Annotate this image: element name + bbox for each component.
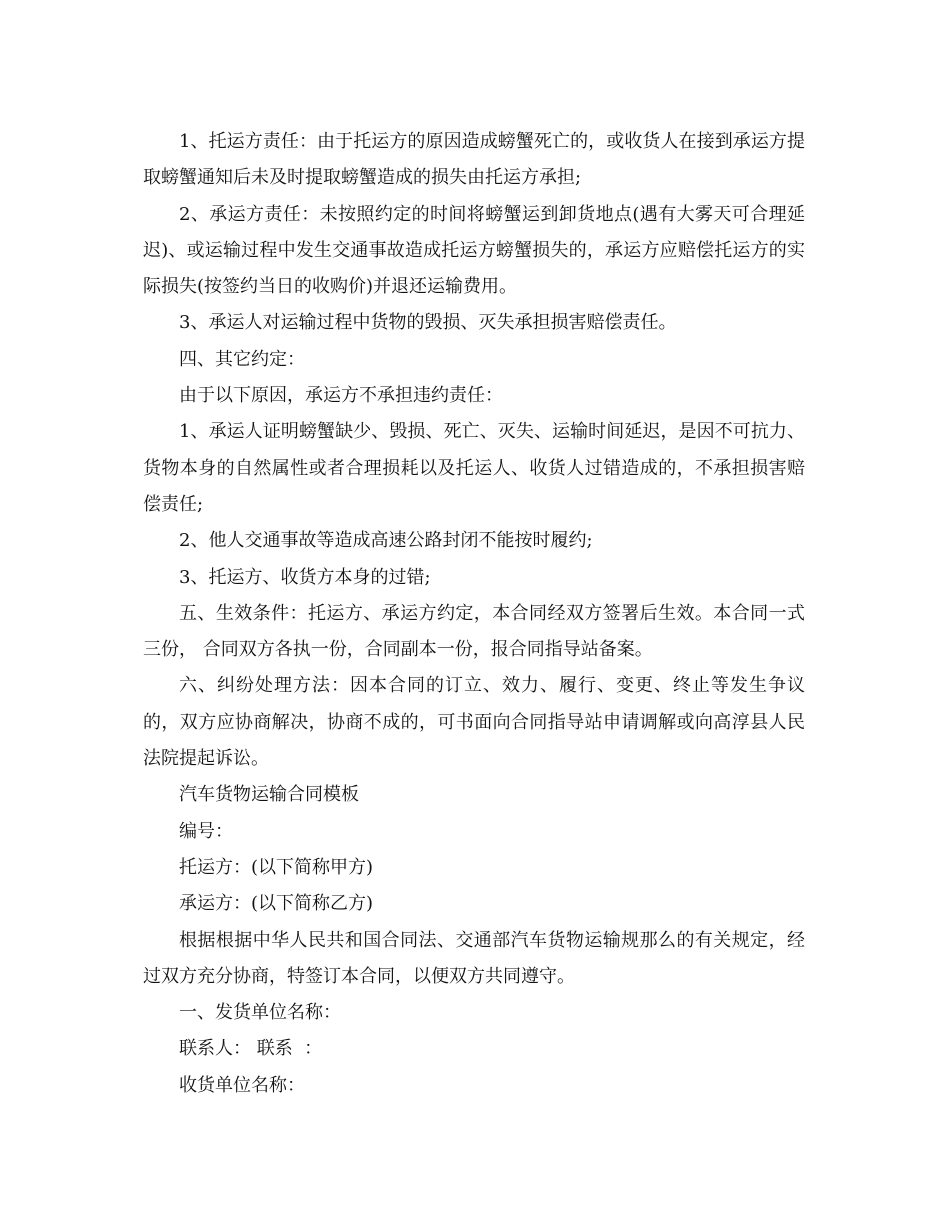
carrier-party-line: 承运方：(以下简称乙方) — [179, 893, 374, 915]
paragraph-legal-basis: 根据根据中华人民共和国合同法、交通部汽车货物运输规那么的有关规定，经过双方充分协商，特签订本合同，以便双方共同遵守。 — [143, 929, 805, 987]
receiver-unit-name-line: 收货单位名称： — [179, 1074, 305, 1096]
contact-line: 联系人： 联系 ： — [179, 1038, 323, 1060]
paragraph-shipper-liability: 1、托运方责任：由于托运方的原因造成螃蟹死亡的，或收货人在接到承运方提取螃蟹通知后未及时提取螃蟹造成的损失由托运方承担; — [143, 131, 805, 189]
paragraph-carrier-damage-liability: 3、承运人对运输过程中货物的毁损、灭失承担损害赔偿责任。 — [179, 312, 677, 334]
section-effective-conditions: 五、生效条件：托运方、承运方约定，本合同经双方签署后生效。本合同一式三份， 合同双方各执一份，合同副本一份，报合同指导站备案。 — [143, 602, 805, 661]
shipper-party-line: 托运方：(以下简称甲方) — [179, 856, 374, 878]
section-dispute-resolution: 六、纠纷处理方法：因本合同的订立、效力、履行、变更、终止等发生争议的，双方应协商解决，协商不成的，可书面向合同指导站申请调解或向高淳县人民法院提起诉讼。 — [143, 675, 805, 770]
section-heading-other-terms: 四、其它约定： — [179, 348, 305, 370]
template-title: 汽车货物运输合同模板 — [179, 784, 359, 806]
contract-number-line: 编号： — [179, 820, 233, 842]
paragraph-exemption-road-closure: 2、他人交通事故等造成高速公路封闭不能按时履约; — [179, 530, 593, 552]
paragraph-carrier-liability: 2、承运方责任：未按照约定的时间将螃蟹运到卸货地点(遇有大雾天可合理延迟)、或运输过程中发生交通事故造成托运方螃蟹损失的，承运方应赔偿托运方的实际损失(按签约当日的收购价)并退还运输费用。 — [143, 203, 805, 298]
document-body — [143, 124, 805, 1104]
paragraph-exemption-party-fault: 3、托运方、收货方本身的过错; — [179, 566, 431, 588]
section-sender-unit-name: 一、发货单位名称： — [179, 1002, 341, 1024]
paragraph-exemption-intro: 由于以下原因，承运方不承担违约责任： — [179, 385, 503, 407]
paragraph-exemption-force-majeure: 1、承运人证明螃蟹缺少、毁损、死亡、灭失、运输时间延迟，是因不可抗力、货物本身的自然属性或者合理损耗以及托运人、收货人过错造成的，不承担损害赔偿责任; — [143, 421, 805, 515]
